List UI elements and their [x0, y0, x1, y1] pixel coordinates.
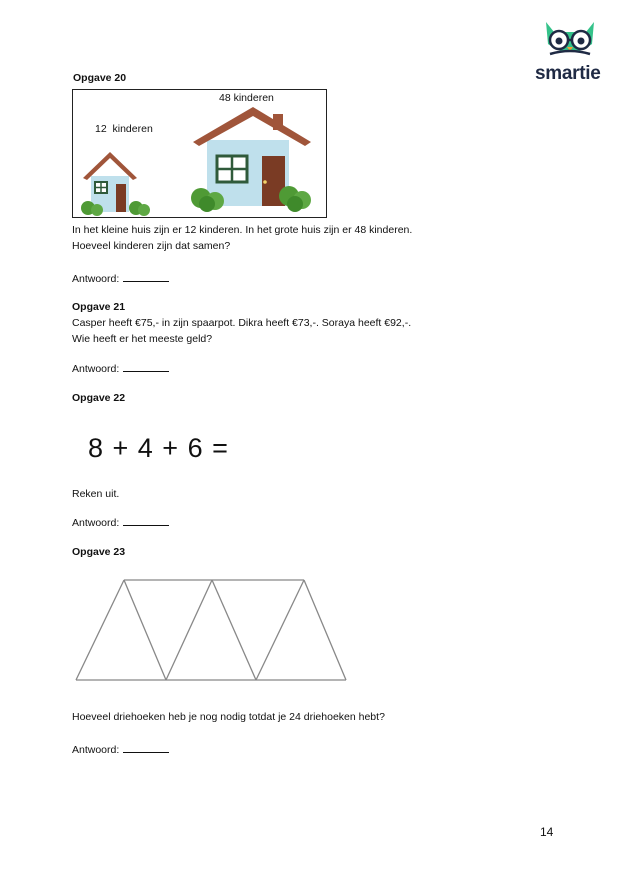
answer-label: Antwoord:	[72, 273, 120, 285]
answer-label: Antwoord:	[72, 517, 120, 529]
answer-blank[interactable]	[123, 516, 169, 526]
opgave-20-answer	[72, 271, 169, 287]
opgave-23-answer	[72, 742, 169, 758]
opgave-20-text-1: In het kleine huis zijn er 12 kinderen. In het grote huis zijn er 48 kinderen.	[72, 224, 413, 236]
small-house-icon	[81, 152, 150, 216]
large-house-label: 48 kinderen	[219, 92, 274, 104]
triangle-pattern	[74, 570, 350, 688]
math-expression: 8 + 4 + 6 =	[88, 433, 229, 463]
opgave-21-title: Opgave 21	[72, 301, 126, 313]
opgave-22-answer	[72, 515, 169, 531]
owl-logo-icon	[532, 14, 608, 64]
brand-name: smartie	[535, 63, 601, 84]
page-number: 14	[540, 825, 554, 839]
opgave-22-title: Opgave 22	[72, 392, 126, 404]
small-house-label: 12 kinderen	[95, 123, 153, 135]
answer-blank[interactable]	[123, 272, 169, 282]
opgave-20-title: Opgave 20	[73, 72, 127, 84]
smartie-logo	[532, 14, 608, 84]
opgave-21-text-2: Wie heeft er het meeste geld?	[72, 333, 213, 345]
answer-blank[interactable]	[123, 743, 169, 753]
opgave-21-answer	[72, 361, 169, 377]
opgave-21-text-1: Casper heeft €75,- in zijn spaarpot. Dikra heeft €73,-. Soraya heeft €92,-.	[72, 317, 412, 329]
opgave-23-title: Opgave 23	[72, 546, 126, 558]
opgave-22-instruction: Reken uit.	[72, 488, 120, 500]
opgave-20-text-2: Hoeveel kinderen zijn dat samen?	[72, 240, 231, 252]
answer-blank[interactable]	[123, 362, 169, 372]
large-house-icon	[191, 107, 311, 212]
answer-label: Antwoord:	[72, 363, 120, 375]
opgave-23-question: Hoeveel driehoeken heb je nog nodig totdat je 24 driehoeken hebt?	[72, 711, 385, 723]
answer-label: Antwoord:	[72, 744, 120, 756]
houses-illustration	[72, 89, 327, 218]
